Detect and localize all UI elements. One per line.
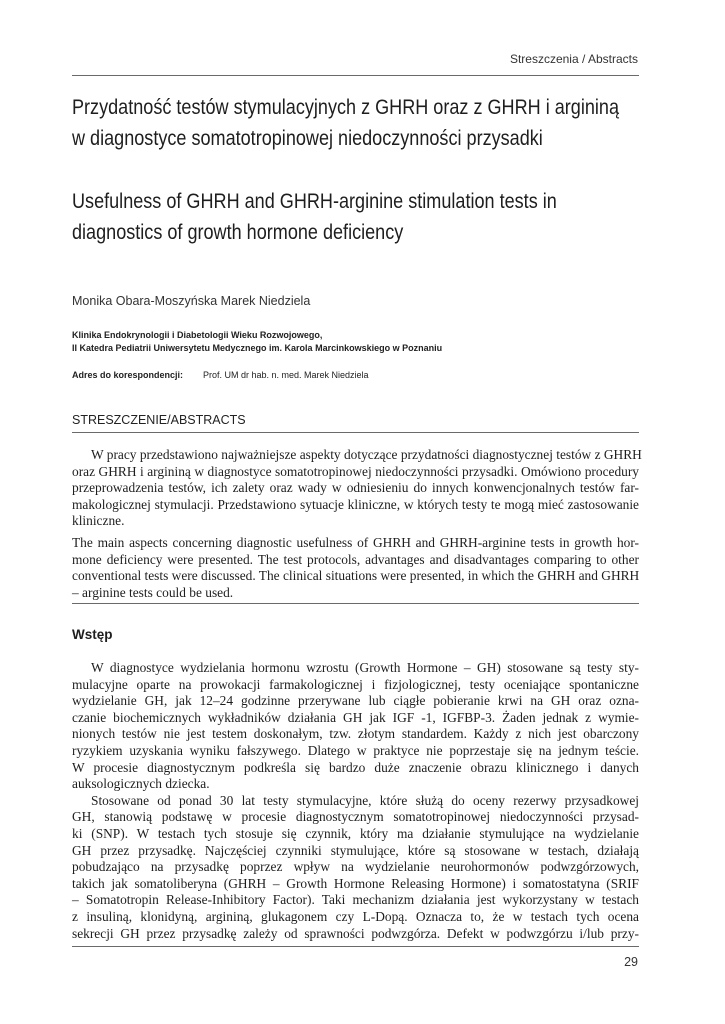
body-line: ki (SNP). W testach tych stosuje się czynnik, który ma działanie stymulujące na wydzielanie [72, 825, 639, 841]
abstract-line: mone deficiency were presented. The test protocols, advantages and disadvantages comparing to other [72, 551, 639, 567]
abstract-line: – arginine tests could be used. [72, 584, 234, 600]
body-line: z insuliną, klonidyną, argininą, glukagonem czy L-Dopą. Oznacza to, że w testach tych ocena [72, 908, 639, 924]
abstract-line: przeprowadzenia testów, ich zalety oraz wady w odniesieniu do innych konwencjonalnych testów far- [72, 480, 639, 495]
affiliation-line: II Katedra Pediatrii Uniwersytetu Medycznego im. Karola Marcinkowskiego w Poznaniu [72, 343, 443, 353]
body-line: mulacyjne oparte na prowokacji farmakologicznej i fizjologicznej, testy oceniające spontaniczne [72, 676, 639, 692]
title-polish-line: w diagnostyce somatotropinowej niedoczynności przysadki [72, 127, 543, 150]
body-line: auksologicznych dziecka. [72, 776, 210, 792]
correspondence-label: Adres do korespondencji: [72, 370, 184, 380]
affiliation [72, 329, 442, 355]
title-polish-line: Przydatność testów stymulacyjnych z GHRH oraz z GHRH i argininą [72, 96, 619, 119]
body-line: ryzykiem uzyskania wyniku fałszywego. Dlatego w praktyce nie poprzestaje się na jednym teście. [72, 742, 639, 758]
correspondence-value: Prof. UM dr hab. n. med. Marek Niedziela [203, 370, 369, 380]
body-line: wydzielanie GH, jak 12–24 godzinne przerywane lub ciągłe pobieranie krwi na GH oraz ozna- [72, 693, 639, 709]
intro-heading: Wstęp [72, 627, 113, 642]
body-line: W procesie diagnostycznym podkreśla się bardzo duże znaczenie obrazu klinicznego i danych [72, 759, 639, 775]
affiliation-line: Klinika Endokrynologii i Diabetologii Wieku Rozwojowego, [72, 330, 323, 340]
abstract-line: kliniczne. [72, 513, 125, 528]
abstract-english [72, 535, 639, 601]
title-english-line: diagnostics of growth hormone deficiency [72, 221, 404, 244]
abstracts-top-rule [72, 432, 639, 433]
page-number: 29 [624, 955, 638, 969]
abstract-line: makologicznej stymulacji. Przedstawiono sytuacje kliniczne, w których testy te mogą mieć zastosowanie [72, 496, 639, 512]
abstract-line: conventional tests were discussed. The clinical situations were presented, in which the GHRH and GHRH [72, 568, 640, 583]
authors: Monika Obara-Moszyńska Marek Niedziela [72, 294, 311, 308]
body-line: GH, stanowią podstawę w procesie diagnostycznym somatotropinowej niedoczynności przysad- [72, 809, 639, 825]
abstracts-section-label: STRESZCZENIE/ABSTRACTS [72, 413, 246, 427]
title-english [72, 186, 571, 248]
abstract-line: W pracy przedstawiono najważniejsze aspekty dotyczące przydatności diagnostycznej testów z GHRH [91, 447, 642, 462]
abstract-polish [72, 447, 642, 530]
body-line: nionych testów nie jest testem doskonałym, tzw. złotym standardem. Każdy z nich jest obarczony [72, 726, 639, 742]
abstracts-bottom-rule [72, 603, 639, 604]
body-text [72, 660, 639, 942]
title-polish [72, 92, 619, 154]
body-line: pobudzająco na przysadkę poprzez wpływ na wydzielanie neurohormonów podwzgórzowych, [72, 859, 639, 875]
body-line: takich jak somatoliberyna (GHRH – Growth Hormone Releasing Hormone) i somatostatyna (SRIF [72, 875, 639, 891]
abstract-line: The main aspects concerning diagnostic usefulness of GHRH and GHRH-arginine tests in growth hor- [72, 535, 639, 550]
abstract-line: oraz GHRH i argininą w diagnostyce somatotropinowej niedoczynności przysadki. Omówiono procedury [72, 463, 639, 479]
footer-rule [72, 946, 639, 947]
body-line: sekrecji GH przez przysadkę zależy od sprawności podwzgórza. Defekt w podwzgórzu i/lub przy- [72, 925, 639, 941]
body-line: GH przez przysadkę. Najczęściej czynniki stymulujące, które są stosowane w testach, działają [72, 842, 639, 858]
body-line: – Somatotropin Release-Inhibitory Factor). Taki mechanizm działania jest wykorzystany w testach [72, 892, 639, 908]
running-head: Streszczenia / Abstracts [509, 52, 638, 66]
body-line: W diagnostyce wydzielania hormonu wzrostu (Growth Hormone – GH) stosowane są testy sty- [91, 660, 639, 675]
header-rule [72, 75, 639, 76]
body-line: czanie biochemicznych wykładników działania GH jak IGF -1, IGFBP-3. Żaden jednak z wymie- [72, 709, 639, 725]
title-english-line: Usefulness of GHRH and GHRH-arginine stimulation tests in [72, 190, 557, 213]
body-line: Stosowane od ponad 30 lat testy stymulacyjne, które służą do oceny rezerwy przysadkowej [91, 792, 639, 808]
